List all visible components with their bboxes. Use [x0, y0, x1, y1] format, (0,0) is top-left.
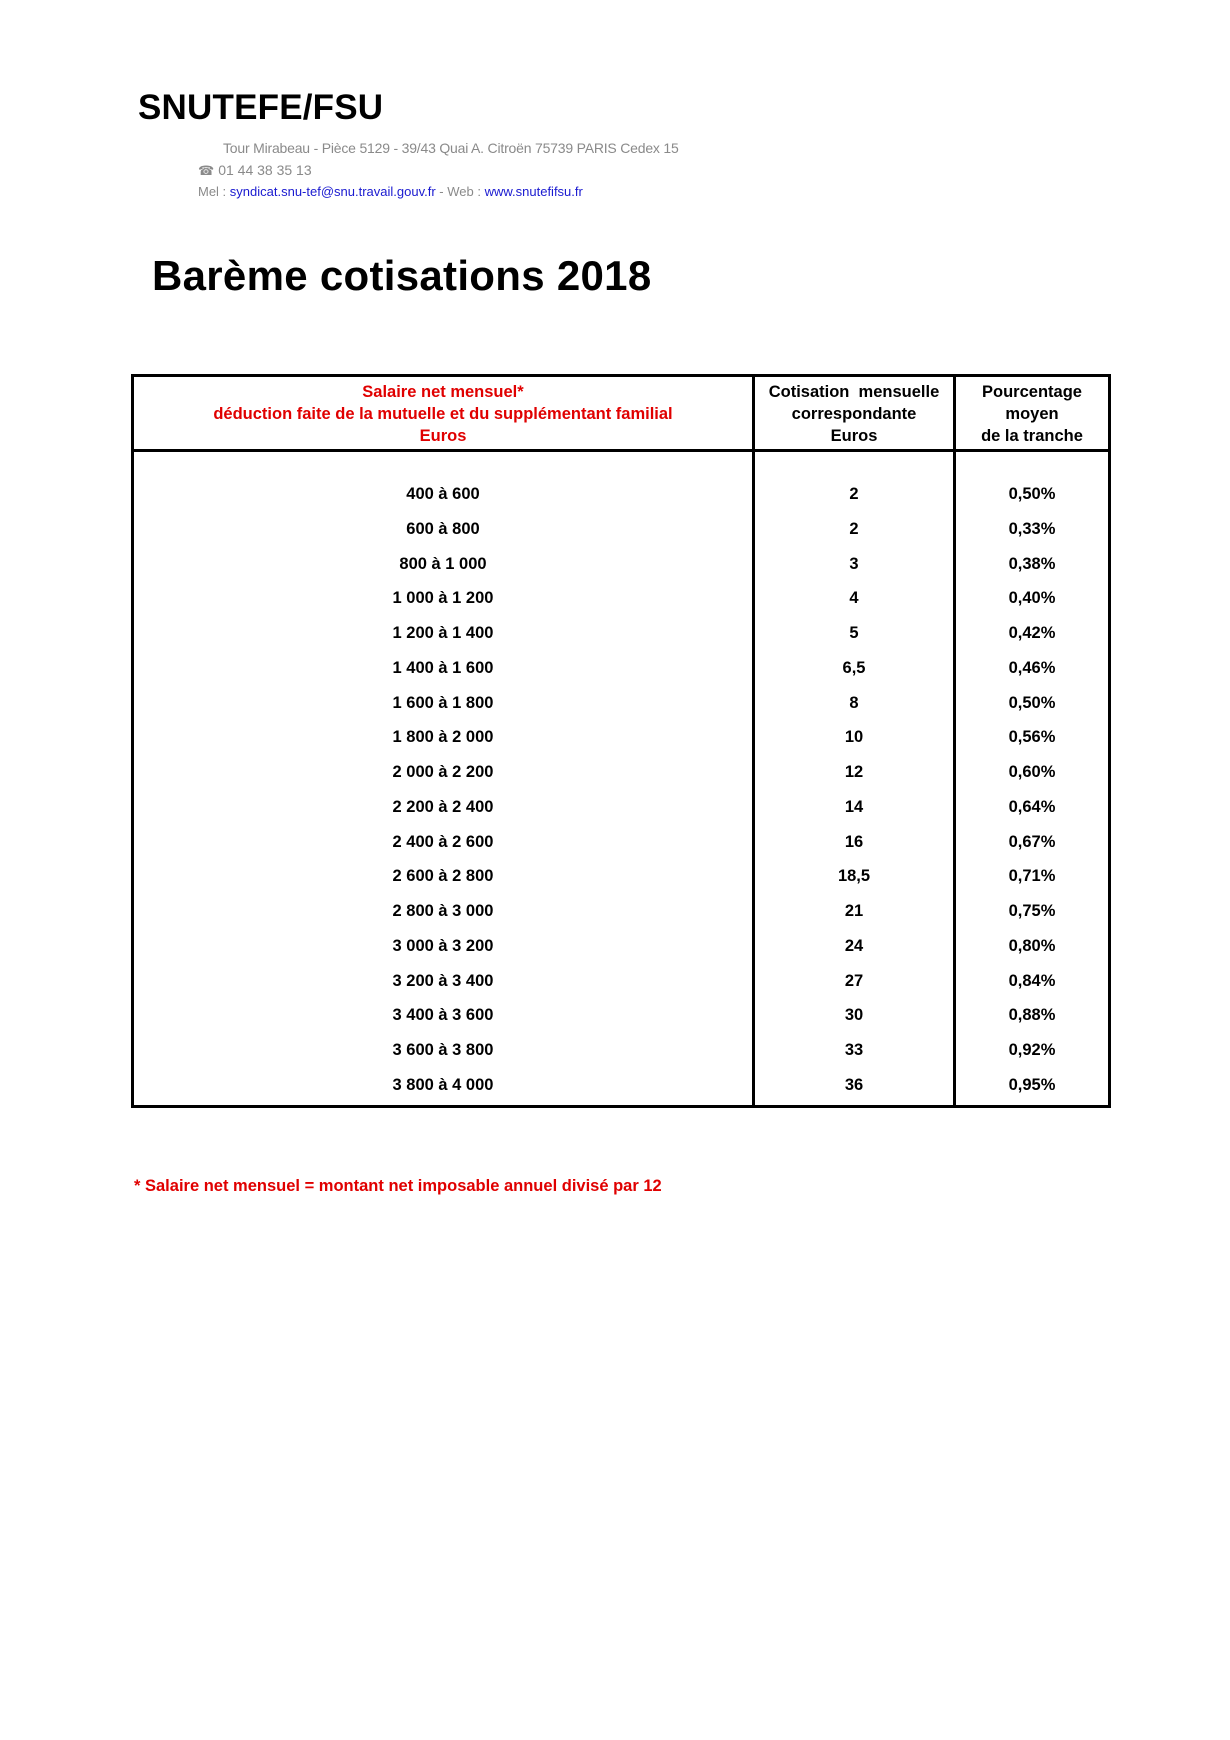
contribution: 4 [849, 589, 859, 608]
salary-range: 2 800 à 3 000 [392, 902, 494, 920]
table-row [134, 686, 1108, 721]
contribution: 2 [849, 519, 859, 538]
table-row [134, 616, 1108, 651]
table-body [134, 477, 1108, 1103]
salary-range: 3 800 à 4 000 [392, 1075, 494, 1094]
web-label: - Web : [435, 184, 485, 199]
percentage: 0,88% [1008, 1006, 1056, 1025]
salary-range: 1 600 à 1 800 [392, 693, 494, 712]
contribution: 33 [844, 1041, 864, 1059]
table-row [134, 825, 1108, 860]
org-name: SNUTEFE/FSU [138, 88, 384, 127]
header-line: Euros [830, 427, 878, 445]
salary-range: 1 200 à 1 400 [392, 624, 494, 642]
salary-range: 2 600 à 2 800 [392, 867, 494, 886]
salary-range: 2 000 à 2 200 [392, 763, 494, 781]
address: Tour Mirabeau - Pièce 5129 - 39/43 Quai A. Citroën 75739 PARIS Cedex 15 [223, 140, 679, 156]
salary-range: 600 à 800 [406, 519, 480, 538]
contribution: 16 [844, 832, 864, 851]
table-row [134, 929, 1108, 964]
salary-range: 3 400 à 3 600 [392, 1006, 494, 1025]
percentage: 0,64% [1008, 797, 1056, 816]
percentage: 0,56% [1008, 728, 1056, 747]
table-row [134, 477, 1108, 512]
percentage: 0,42% [1008, 624, 1056, 642]
contribution: 10 [844, 728, 864, 747]
header-percentage [956, 380, 1108, 448]
contribution: 2 [849, 485, 859, 503]
contribution: 21 [844, 902, 864, 920]
salary-range: 1 800 à 2 000 [392, 728, 494, 747]
percentage: 0,71% [1008, 867, 1056, 886]
contribution: 8 [849, 693, 859, 712]
percentage: 0,38% [1008, 554, 1056, 573]
page-title: Barème cotisations 2018 [152, 252, 652, 299]
percentage: 0,75% [1008, 902, 1056, 920]
percentage: 0,33% [1008, 519, 1056, 538]
table-row [134, 790, 1108, 825]
table-row [134, 1068, 1108, 1103]
header-line: de la tranche [981, 427, 1083, 445]
table-row [134, 755, 1108, 790]
table-row [134, 651, 1108, 686]
contribution: 12 [844, 763, 864, 781]
contribution: 18,5 [837, 867, 871, 886]
contribution: 6,5 [842, 658, 866, 677]
web-link[interactable]: www.snutefifsu.fr [484, 184, 583, 199]
table-row [134, 720, 1108, 755]
contribution: 3 [849, 554, 859, 573]
percentage: 0,67% [1008, 832, 1056, 851]
table-row [134, 581, 1108, 616]
header-line: Euros [419, 427, 467, 445]
percentage: 0,50% [1008, 485, 1056, 503]
header-line: correspondante [791, 405, 917, 423]
salary-range: 1 400 à 1 600 [392, 658, 494, 677]
table-row [134, 512, 1108, 547]
table-row [134, 998, 1108, 1033]
table-row [134, 1033, 1108, 1068]
header-line: Cotisation mensuelle [768, 383, 940, 401]
percentage: 0,60% [1008, 763, 1056, 781]
contribution-table [131, 374, 1111, 1108]
header-contribution [755, 380, 953, 448]
contribution: 30 [844, 1006, 864, 1025]
salary-range: 1 000 à 1 200 [392, 589, 494, 608]
salary-range: 2 200 à 2 400 [392, 797, 494, 816]
contribution: 5 [849, 624, 859, 642]
header-line: moyen [1005, 405, 1059, 423]
percentage: 0,84% [1008, 971, 1056, 990]
header-line: déduction faite de la mutuelle et du supplémentant familial [213, 405, 673, 423]
contribution: 36 [844, 1075, 864, 1094]
table-row [134, 859, 1108, 894]
mail-label: Mel : [198, 184, 230, 199]
salary-range: 800 à 1 000 [399, 554, 487, 573]
percentage: 0,92% [1008, 1041, 1056, 1059]
contribution: 27 [844, 971, 864, 990]
salary-range: 3 000 à 3 200 [392, 936, 494, 955]
table-row [134, 964, 1108, 999]
salary-range: 3 200 à 3 400 [392, 971, 494, 990]
salary-range: 400 à 600 [406, 485, 480, 503]
percentage: 0,40% [1008, 589, 1056, 608]
footnote: * Salaire net mensuel = montant net imposable annuel divisé par 12 [134, 1177, 662, 1195]
salary-range: 2 400 à 2 600 [392, 832, 494, 851]
percentage: 0,95% [1008, 1075, 1056, 1094]
contribution: 14 [844, 797, 864, 816]
header-salary [134, 380, 752, 448]
phone-icon: ☎ [198, 163, 215, 178]
percentage: 0,50% [1008, 693, 1056, 712]
contribution: 24 [844, 936, 864, 955]
mail-link[interactable]: syndicat.snu-tef@snu.travail.gouv.fr [229, 184, 436, 199]
salary-range: 3 600 à 3 800 [392, 1041, 494, 1059]
contact-line [198, 184, 583, 199]
percentage: 0,80% [1008, 936, 1056, 955]
phone-line [198, 162, 312, 179]
phone-number: 01 44 38 35 13 [218, 162, 312, 178]
header-line: Salaire net mensuel* [362, 383, 524, 401]
percentage: 0,46% [1008, 658, 1056, 677]
table-row [134, 894, 1108, 929]
table-row [134, 547, 1108, 582]
header-line: Pourcentage [982, 383, 1082, 401]
header-divider [134, 449, 1108, 452]
